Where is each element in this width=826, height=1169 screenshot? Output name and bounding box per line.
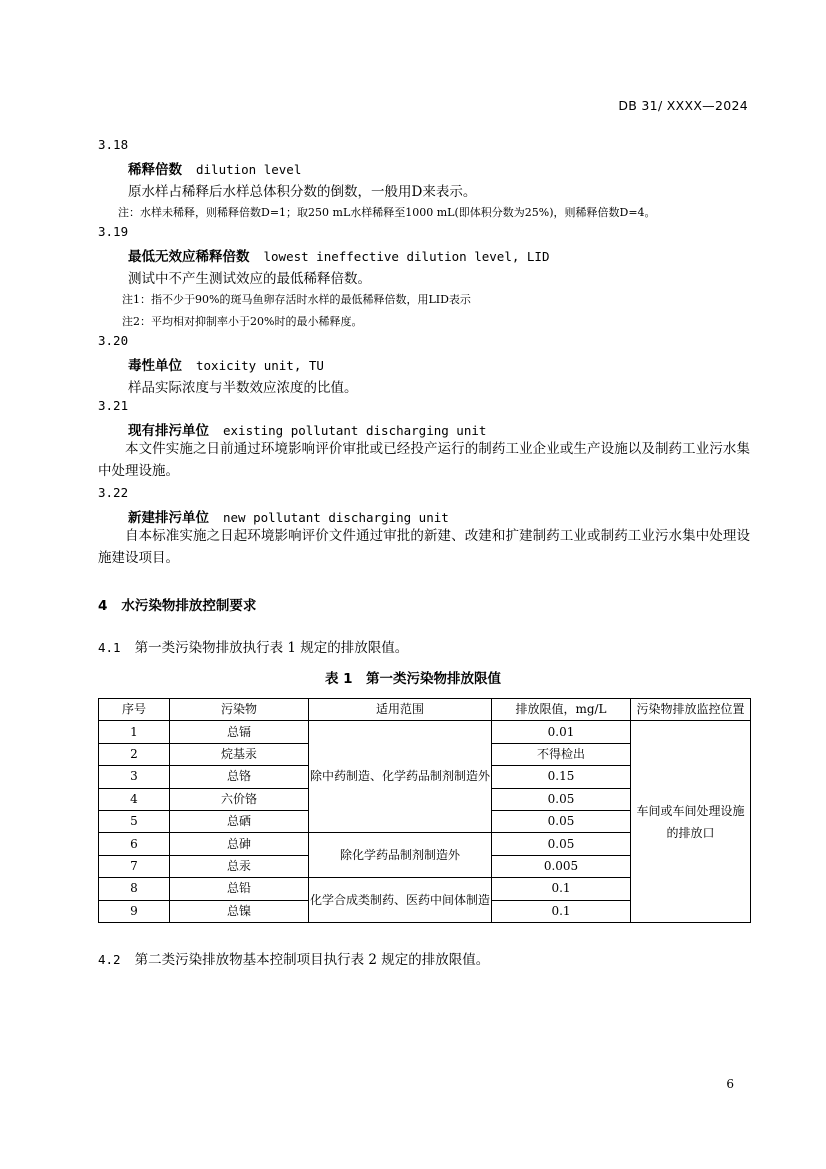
- pollutant-name: 总硒: [170, 810, 309, 832]
- row-number: 2: [99, 743, 170, 765]
- section-heading: [98, 594, 256, 614]
- pollutant-limits-table: [98, 698, 751, 923]
- limit-value: 不得检出: [492, 743, 631, 765]
- header-cell: 适用范围: [309, 699, 492, 721]
- header-cell: 序号: [99, 699, 170, 721]
- term-definition: 测试中不产生测试效应的最低稀释倍数。: [128, 271, 371, 287]
- limit-value: 0.05: [492, 810, 631, 832]
- term-heading: [128, 419, 486, 439]
- pollutant-name: 六价铬: [170, 788, 309, 810]
- pollutant-name: 总镍: [170, 900, 309, 922]
- term-en: existing pollutant discharging unit: [223, 423, 487, 438]
- term-zh: 现有排污单位: [128, 423, 209, 439]
- term-note: 注：水样未稀释，则稀释倍数D=1；取250 mL水样稀释至1000 mL(即体积分数为25%)，则稀释倍数D=4。: [118, 206, 656, 219]
- pollutant-name: 总铬: [170, 766, 309, 788]
- scope-cell: 除中药制造、化学药品制剂制造外: [309, 721, 492, 833]
- row-number: 5: [99, 810, 170, 832]
- section-title: 水污染物排放控制要求: [121, 598, 257, 614]
- pollutant-name: 总砷: [170, 833, 309, 855]
- term-number: 3.19: [98, 224, 129, 239]
- limit-value: 0.15: [492, 766, 631, 788]
- term-number: 3.22: [98, 485, 129, 500]
- pollutant-name: 烷基汞: [170, 743, 309, 765]
- term-note: 注1：指不少于90%的斑马鱼卵存活时水样的最低稀释倍数，用LID表示: [122, 293, 471, 306]
- term-zh: 稀释倍数: [128, 162, 182, 178]
- term-heading: [128, 158, 301, 178]
- term-zh: 新建排污单位: [128, 510, 209, 526]
- term-heading: [128, 506, 449, 526]
- limit-value: 0.05: [492, 788, 631, 810]
- table-row: [99, 721, 751, 743]
- term-number: 3.21: [98, 398, 129, 413]
- section-number: 4: [98, 598, 108, 614]
- row-number: 4: [99, 788, 170, 810]
- term-en: lowest ineffective dilution level, LID: [263, 249, 550, 264]
- limit-value: 0.005: [492, 855, 631, 877]
- table-header-row: [99, 699, 751, 721]
- clause-text: 第二类污染排放物基本控制项目执行表 2 规定的排放限值。: [134, 952, 490, 968]
- term-heading: [128, 245, 549, 265]
- row-number: 8: [99, 878, 170, 900]
- term-definition: 本文件实施之日前通过环境影响评价审批或已经投产运行的制药工业企业或生产设施以及制药工业污水集中处理设施。: [98, 441, 750, 479]
- limit-value: 0.1: [492, 878, 631, 900]
- term-number: 3.20: [98, 333, 129, 348]
- clause-number: 4.1: [98, 640, 121, 655]
- term-en: new pollutant discharging unit: [223, 510, 449, 525]
- term-definition: 自本标准实施之日起环境影响评价文件通过审批的新建、改建和扩建制药工业或制药工业污水集中处理设施建设项目。: [98, 528, 750, 566]
- term-zh: 毒性单位: [128, 358, 182, 374]
- limit-value: 0.1: [492, 900, 631, 922]
- clause-4-1: [98, 636, 408, 656]
- scope-cell: 化学合成类制药、医药中间体制造: [309, 878, 492, 923]
- term-number: 3.18: [98, 137, 129, 152]
- row-number: 3: [99, 766, 170, 788]
- term-definition: 原水样占稀释后水样总体积分数的倒数，一般用D来表示。: [128, 184, 477, 200]
- row-number: 7: [99, 855, 170, 877]
- row-number: 9: [99, 900, 170, 922]
- monitor-location-line: 的排放口: [666, 825, 715, 840]
- monitor-location: [631, 721, 751, 923]
- page-number: 6: [726, 1077, 734, 1091]
- clause-text: 第一类污染物排放执行表 1 规定的排放限值。: [134, 640, 409, 656]
- header-cell: 污染物排放监控位置: [631, 699, 751, 721]
- term-en: dilution level: [196, 162, 302, 177]
- term-definition: 样品实际浓度与半数效应浓度的比值。: [128, 380, 358, 396]
- header-cell: 排放限值，mg/L: [492, 699, 631, 721]
- doc-header-code: DB 31/ XXXX—2024: [618, 98, 748, 113]
- clause-number: 4.2: [98, 952, 121, 967]
- term-heading: [128, 354, 324, 374]
- term-en: toxicity unit, TU: [196, 358, 324, 373]
- monitor-location-line: 车间或车间处理设施: [636, 803, 745, 818]
- pollutant-name: 总汞: [170, 855, 309, 877]
- scope-cell: 除化学药品制剂制造外: [309, 833, 492, 878]
- limit-value: 0.01: [492, 721, 631, 743]
- term-zh: 最低无效应稀释倍数: [128, 249, 250, 265]
- table-caption: 表 1 第一类污染物排放限值: [324, 671, 502, 687]
- row-number: 1: [99, 721, 170, 743]
- row-number: 6: [99, 833, 170, 855]
- limit-value: 0.05: [492, 833, 631, 855]
- pollutant-name: 总镉: [170, 721, 309, 743]
- pollutant-name: 总铅: [170, 878, 309, 900]
- clause-4-2: [98, 948, 489, 968]
- header-cell: 污染物: [170, 699, 309, 721]
- term-note: 注2：平均相对抑制率小于20%时的最小稀释度。: [122, 315, 363, 328]
